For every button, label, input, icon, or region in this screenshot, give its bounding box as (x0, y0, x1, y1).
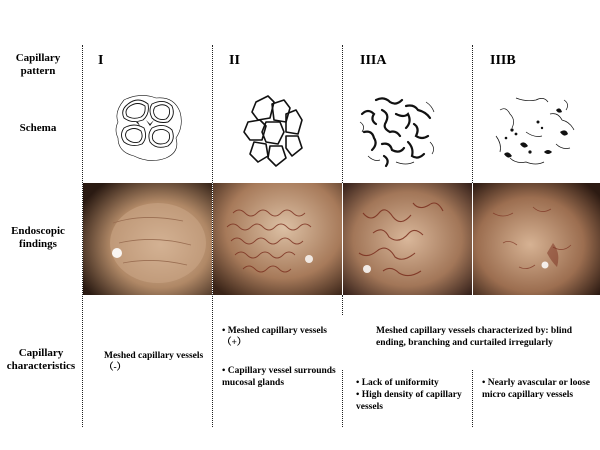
endoscopic-image-II (213, 183, 342, 295)
characteristics-IIIA-item-2: • High density of capillary vessels (356, 390, 462, 412)
column-header-II: II (229, 53, 240, 68)
column-header-I: I (98, 53, 104, 68)
endoscopic-image-I (83, 183, 212, 295)
row-label-capillary-pattern: Capillary pattern (15, 52, 61, 77)
characteristics-II-item-2: • Capillary vessel surrounds mucosal glands (222, 366, 336, 388)
schema-pattern-I (110, 92, 190, 172)
characteristics-III-shared: Meshed capillary vessels characterized by: blind ending, branching and curtailed irregularly (376, 326, 573, 348)
row-label-schema: Schema (19, 122, 57, 134)
column-divider (342, 45, 343, 183)
column-header-IIIA: IIIA (360, 53, 387, 68)
row-label-capillary-characteristics: Capillary characteristics (6, 347, 76, 372)
characteristics-I: Meshed capillary vessels （-） (104, 351, 204, 373)
characteristics-IIIB-item-1: • Nearly avascular or loose micro capillary vessels (482, 378, 590, 400)
endoscopic-image-IIIB (473, 183, 600, 295)
column-divider (472, 370, 473, 427)
schema-pattern-IIIB (486, 92, 581, 172)
characteristics-IIIA-item-1: • Lack of uniformity (356, 378, 439, 388)
schema-pattern-IIIA (356, 92, 441, 172)
column-divider (472, 45, 473, 183)
schema-pattern-II (240, 92, 315, 172)
characteristics-II-item-1: • Meshed capillary vessels （+） (222, 326, 327, 348)
column-header-IIIB: IIIB (490, 53, 516, 68)
column-divider (342, 295, 343, 315)
column-divider (342, 370, 343, 427)
row-label-endoscopic-findings: Endoscopic findings (11, 225, 65, 250)
endoscopic-image-IIIA (343, 183, 472, 295)
